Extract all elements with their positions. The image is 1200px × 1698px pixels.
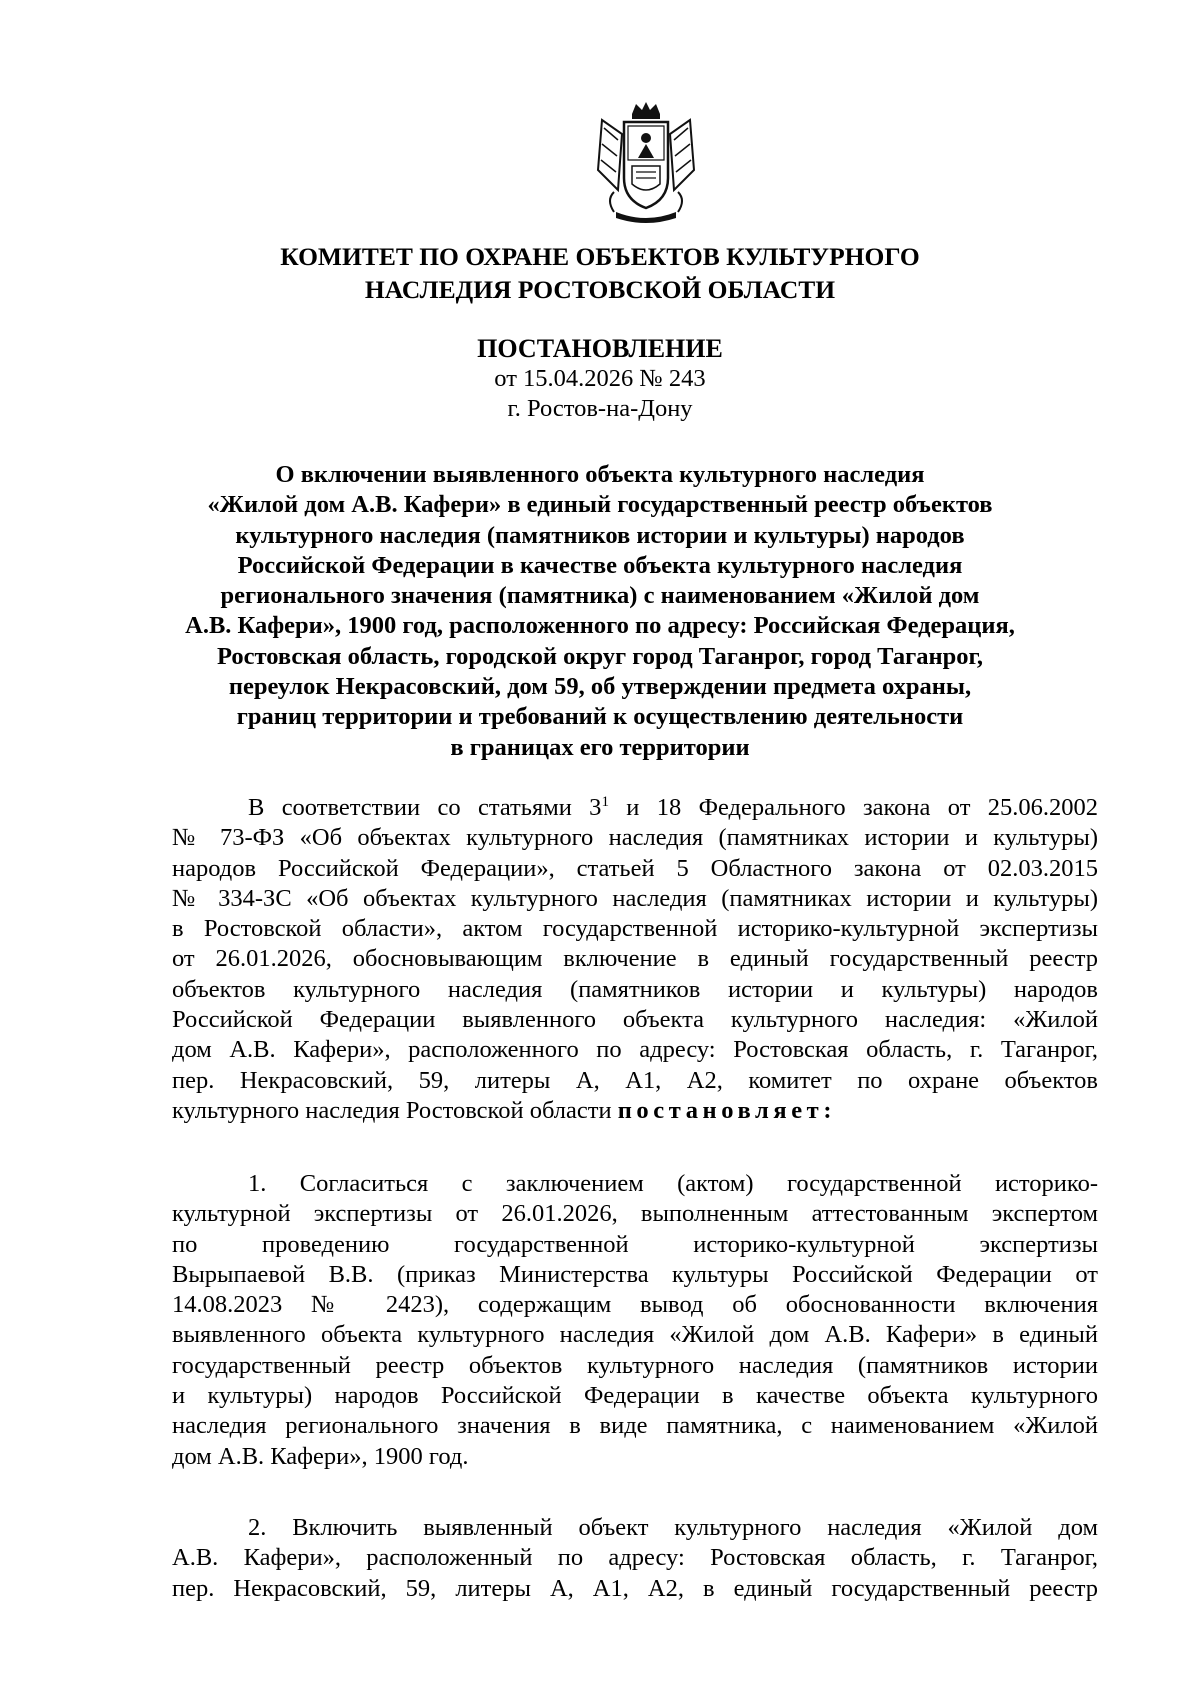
item1-line: по проведению государственной историко-культурной экспертизы <box>172 1230 1098 1258</box>
item1-line: 1. Согласиться с заключением (актом) государственной историко- <box>248 1170 1098 1197</box>
subject-line: культурного наследия (памятников истории и культуры) народов <box>235 521 965 549</box>
item1-line: дом А.В. Кафери», 1900 год. <box>172 1442 469 1470</box>
preamble-line: Российской Федерации выявленного объекта культурного наследия: «Жилой <box>172 1006 1098 1034</box>
preamble-paragraph <box>172 793 1098 1126</box>
preamble-line: дом А.В. Кафери», расположенного по адресу: Ростовская область, г. Таганрог, <box>172 1036 1098 1064</box>
resolution-item-2 <box>172 1513 1098 1604</box>
document-date-number: от 15.04.2026 № 243 <box>494 365 706 392</box>
preamble-text: и 18 Федерального закона от 25.06.2002 <box>608 794 1098 821</box>
committee-name-line2: НАСЛЕДИЯ РОСТОВСКОЙ ОБЛАСТИ <box>364 275 836 304</box>
subject-line: А.В. Кафери», 1900 год, расположенного по адресу: Российская Федерация, <box>185 612 1015 640</box>
item1-line: наследия регионального значения в виде памятника, с наименованием «Жилой <box>172 1412 1098 1440</box>
preamble-line <box>172 793 1098 823</box>
subject-line: в границах его территории <box>450 733 750 761</box>
resolution-item-1 <box>172 1169 1098 1472</box>
subject-line: «Жилой дом А.В. Кафери» в единый государственный реестр объектов <box>207 491 993 519</box>
subject-line: О включении выявленного объекта культурного наследия <box>275 461 925 488</box>
preamble-line: № 73-ФЗ «Об объектах культурного наследия (памятниках истории и культуры) <box>172 824 1098 852</box>
document-subject <box>170 460 1030 763</box>
item1-line: культурной экспертизы от 26.01.2026, выполненным аттестованным экспертом <box>172 1200 1098 1228</box>
committee-name <box>180 240 1020 306</box>
preamble-line: объектов культурного наследия (памятников истории и культуры) народов <box>172 975 1098 1003</box>
item2-line: 2. Включить выявленный объект культурного наследия «Жилой дом <box>248 1514 1098 1541</box>
subject-line: Ростовская область, городской округ город Таганрог, город Таганрог, <box>217 642 983 670</box>
committee-name-line1: КОМИТЕТ ПО ОХРАНЕ ОБЪЕКТОВ КУЛЬТУРНОГО <box>280 242 920 271</box>
preamble-line: народов Российской Федерации», статьей 5 Областного закона от 02.03.2015 <box>172 854 1098 882</box>
item2-line: пер. Некрасовский, 59, литеры А, А1, А2, в единый государственный реестр <box>172 1574 1098 1602</box>
preamble-line <box>172 1096 1098 1126</box>
preamble-text: культурного наследия Ростовской области <box>172 1096 618 1124</box>
item1-line: 14.08.2023 № 2423), содержащим вывод об обоснованности включения <box>172 1291 1098 1319</box>
document-type: ПОСТАНОВЛЕНИЕ <box>477 334 723 363</box>
item2-line: А.В. Кафери», расположенный по адресу: Ростовская область, г. Таганрог, <box>172 1544 1098 1572</box>
document-city: г. Ростов-на-Дону <box>507 395 693 422</box>
item1-line: государственный реестр объектов культурного наследия (памятников истории <box>172 1351 1098 1379</box>
item1-line: Вырыпаевой В.В. (приказ Министерства культуры Российской Федерации от <box>172 1260 1098 1288</box>
preamble-text: В соответствии со статьями 3 <box>248 794 602 821</box>
preamble-line: в Ростовской области», актом государственной историко-культурной экспертизы <box>172 915 1098 943</box>
item1-line: выявленного объекта культурного наследия «Жилой дом А.В. Кафери» в единый <box>172 1321 1098 1349</box>
coat-of-arms-icon <box>592 100 700 226</box>
item1-line: и культуры) народов Российской Федерации в качестве объекта культурного <box>172 1382 1098 1410</box>
article-superscript: 1 <box>601 794 609 810</box>
subject-line: Российской Федерации в качестве объекта культурного наследия <box>237 551 963 579</box>
preamble-line: пер. Некрасовский, 59, литеры А, А1, А2, комитет по охране объектов <box>172 1066 1098 1094</box>
resolves-word: постановляет: <box>617 1096 837 1124</box>
subject-line: границ территории и требований к осуществлению деятельности <box>236 703 964 731</box>
subject-line: регионального значения (памятника) с наименованием «Жилой дом <box>220 582 980 610</box>
subject-line: переулок Некрасовский, дом 59, об утверждении предмета охраны, <box>228 673 972 701</box>
preamble-line: № 334-ЗС «Об объектах культурного наследия (памятниках истории и культуры) <box>172 884 1098 912</box>
preamble-line: от 26.01.2026, обосновывающим включение в единый государственный реестр <box>172 945 1098 973</box>
